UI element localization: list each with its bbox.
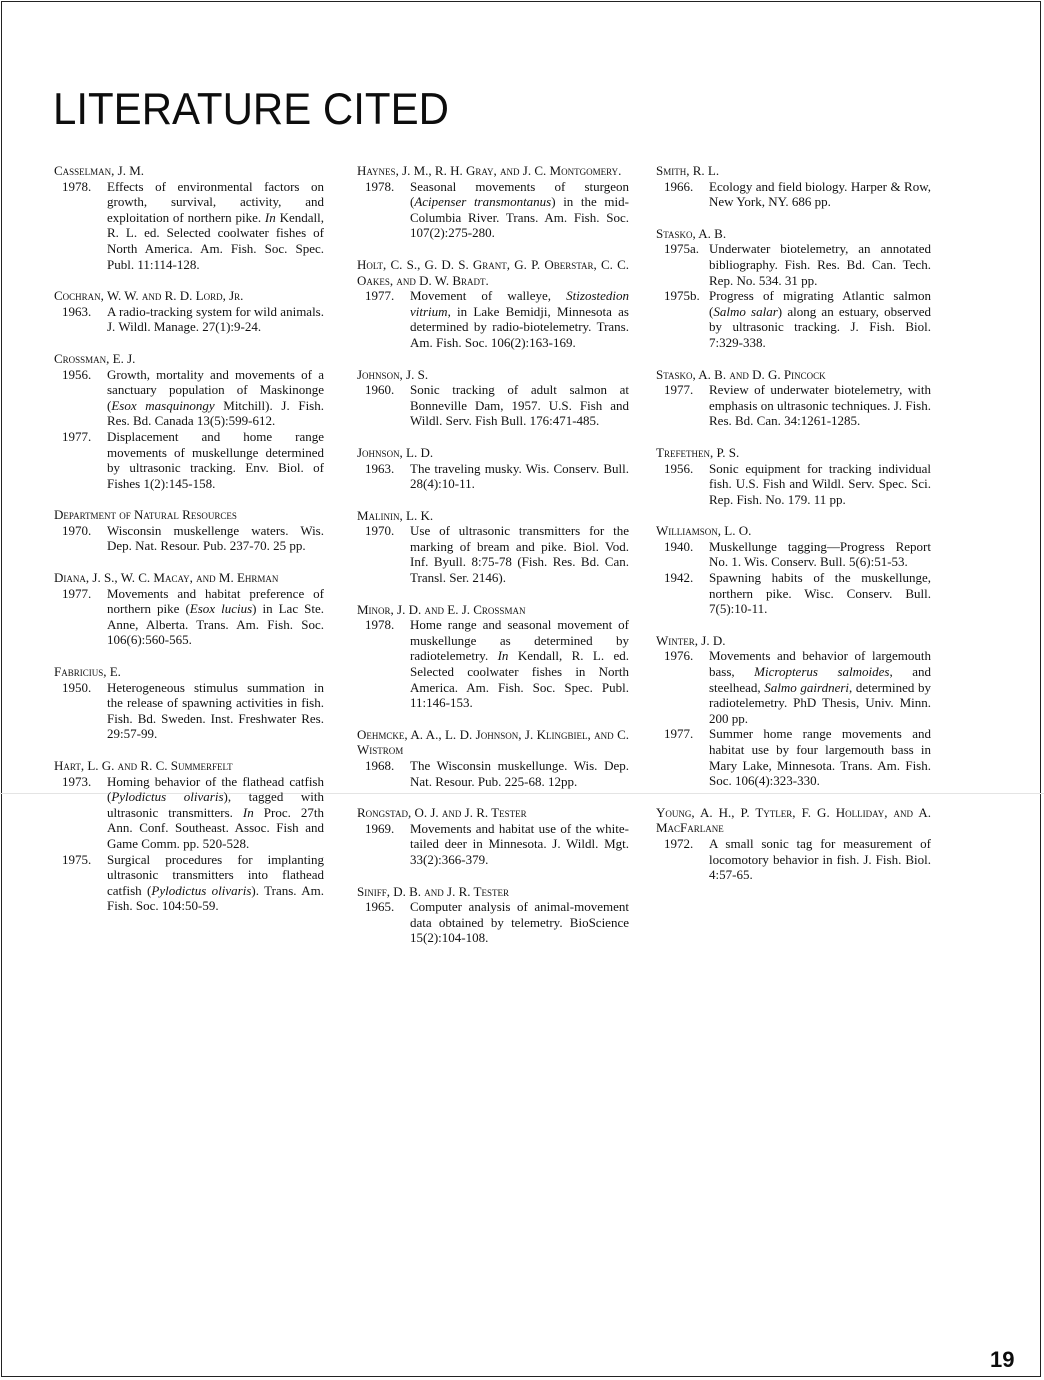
reference-author: Smith, R. L. <box>656 163 720 178</box>
reference-citation <box>656 382 931 429</box>
reference-column-2 <box>357 163 629 962</box>
reference-entry <box>54 351 324 491</box>
citation-year: 1978. <box>62 178 92 194</box>
reference-entry <box>357 508 629 586</box>
citation-text: Computer analysis of animal-movement data obtained by telemetry. BioScience 15(2):104-108. <box>410 899 629 946</box>
citation-year: 1966. <box>664 178 694 194</box>
reference-citation <box>656 179 931 210</box>
citation-year: 1973. <box>62 773 92 789</box>
reference-citation <box>357 523 629 585</box>
reference-entry <box>54 163 324 272</box>
citation-text: Ecology and field biology. Harper & Row, New York, NY. 686 pp. <box>709 178 931 210</box>
citation-year: 1950. <box>62 679 92 695</box>
reference-citation <box>656 570 931 617</box>
citation-text: Review of underwater biotelemetry, with emphasis on ultrasonic techniques. J. Fish. Res. Bd. Can. 34:1261-1285. <box>709 382 931 429</box>
citation-text: Summer home range movements and habitat use by four largemouth bass in Mary Lake, Minnesota. Trans. Am. Fish. Soc. 106(4):323-330. <box>709 726 931 789</box>
reference-entry <box>357 367 629 429</box>
citation-text: Movements and behavior of largemouth bass, Micropterus salmoides, and steelhead, Salmo gairdneri, determined by radiotelemetry. PhD Thesis, Univ. Minn. 200 pp. <box>709 648 931 726</box>
reference-entry <box>357 602 629 711</box>
citation-text: Home range and seasonal movement of muskellunge as determined by radiotelemetry. In Kendall, R. L. ed. Selected coolwater fishes in North America. Am. Fish. Soc. Spec. Publ. 11:146-153. <box>410 617 629 711</box>
reference-author: Minor, J. D. and E. J. Crossman <box>357 601 526 617</box>
citation-text: Movements and habitat preference of northern pike (Esox lucius) in Lac Ste. Anne, Alberta. Trans. Am. Fish. Soc. 106(6):560-565. <box>107 585 324 648</box>
reference-citation <box>54 680 324 742</box>
reference-author: Cochran, W. W. and R. D. Lord, Jr. <box>54 288 244 304</box>
citation-year: 1977. <box>664 726 694 742</box>
citation-text: A small sonic tag for measurement of locomotory behavior in fish. J. Fish. Biol. 4:57-65. <box>709 835 931 883</box>
reference-citation <box>357 899 629 946</box>
citation-text: Heterogeneous stimulus summation in the release of spawning activities in fish. Fish. Bd. Sweden. Inst. Freshwater Res. 29:57-99. <box>107 679 324 742</box>
citation-year: 1975a. <box>664 241 700 257</box>
citation-year: 1956. <box>62 366 92 382</box>
reference-citation <box>656 648 931 726</box>
reference-citation <box>54 852 324 914</box>
citation-year: 1968. <box>365 758 395 773</box>
citation-year: 1977. <box>62 428 92 444</box>
citation-year: 1940. <box>664 538 694 554</box>
citation-year: 1970. <box>365 523 395 539</box>
citation-text: Use of ultrasonic transmitters for the marking of bream and pike. Biol. Vod. Inf. Byull. 8:75-78 (Fish. Res. Bd. Can. Transl. Ser. 2146). <box>410 523 629 586</box>
citation-year: 1977. <box>62 585 92 601</box>
reference-author: Crossman, E. J. <box>54 350 136 366</box>
reference-citation <box>656 539 931 570</box>
reference-citation <box>54 179 324 273</box>
citation-year: 1977. <box>365 288 395 304</box>
reference-citation <box>656 288 931 350</box>
reference-entry <box>54 570 324 648</box>
reference-citation <box>54 774 324 852</box>
reference-entry <box>357 445 629 492</box>
citation-text: Movements and habitat use of the white-tailed deer in Minnesota. J. Wildl. Mgt. 33(2):366-379. <box>410 820 629 867</box>
citation-year: 1963. <box>365 460 395 476</box>
citation-text: Sonic equipment for tracking individual fish. U.S. Fish and Wildl. Serv. Spec. Sci. Rep. Fish. No. 179. 11 pp. <box>709 460 931 507</box>
reference-entry <box>656 367 931 429</box>
reference-author: Casselman, J. M. <box>54 163 145 178</box>
citation-text: Underwater biotelemetry, an annotated bibliography. Fish. Res. Bd. Can. Tech. Rep. No. 534. 31 pp. <box>709 241 931 288</box>
reference-citation <box>357 617 629 711</box>
reference-entry <box>54 288 324 335</box>
citation-text: Movement of walleye, Stizostedion vitrium, in Lake Bemidji, Minnesota as determined by radio-biotelemetry. Trans. Am. Fish. Soc. 106(2):163-169. <box>410 288 629 350</box>
reference-entry <box>656 163 931 210</box>
reference-author: Diana, J. S., W. C. Macay, and M. Ehrman <box>54 570 279 586</box>
page-title: LITERATURE CITED <box>53 84 449 134</box>
reference-citation <box>357 758 629 789</box>
reference-entry <box>656 445 931 507</box>
reference-author: Hart, L. G. and R. C. Summerfelt <box>54 758 233 773</box>
reference-citation <box>656 241 931 288</box>
reference-entry <box>656 805 931 883</box>
citation-year: 1978. <box>365 617 395 633</box>
reference-entry <box>54 664 324 742</box>
reference-author: Stasko, A. B. and D. G. Pincock <box>656 366 826 382</box>
citation-text: Seasonal movements of sturgeon (Acipenser transmontanus) in the mid-Columbia River. Trans. Am. Fish. Soc. 107(2):275-280. <box>410 178 629 241</box>
reference-citation <box>357 382 629 429</box>
reference-author: Johnson, L. D. <box>357 444 434 460</box>
citation-year: 1965. <box>365 899 395 915</box>
reference-author: Trefethen, P. S. <box>656 444 740 460</box>
reference-author: Williamson, L. O. <box>656 523 752 539</box>
reference-author: Johnson, J. S. <box>357 366 429 382</box>
reference-entry <box>656 226 931 351</box>
citation-year: 1975. <box>62 851 92 867</box>
reference-author: Malinin, L. K. <box>357 507 434 523</box>
citation-year: 1977. <box>664 382 694 398</box>
reference-column-1 <box>54 163 324 930</box>
citation-text: Surgical procedures for implanting ultrasonic transmitters into flathead catfish (Pylodictus olivaris). Trans. Am. Fish. Soc. 104:50-59. <box>107 851 324 914</box>
reference-author: Winter, J. D. <box>656 632 726 648</box>
reference-citation <box>357 179 629 241</box>
reference-citation <box>54 304 324 335</box>
reference-citation <box>54 586 324 648</box>
reference-author: Department of Natural Resources <box>54 507 237 523</box>
citation-text: The traveling musky. Wis. Conserv. Bull. 28(4):10-11. <box>410 460 629 492</box>
citation-text: The Wisconsin muskellunge. Wis. Dep. Nat. Resour. Pub. 225-68. 12pp. <box>410 758 629 789</box>
citation-text: Growth, mortality and movements of a sanctuary population of Maskinonge (Esox masquinongy Mitchill). J. Fish. Res. Bd. Canada 13(5):599-612. <box>107 366 324 429</box>
citation-text: A radio-tracking system for wild animals. J. Wildl. Manage. 27(1):9-24. <box>107 303 324 335</box>
reference-citation <box>656 461 931 508</box>
reference-entry <box>656 633 931 789</box>
reference-citation <box>656 836 931 883</box>
reference-author: Stasko, A. B. <box>656 225 727 241</box>
citation-text: Progress of migrating Atlantic salmon (Salmo salar) along an estuary, observed by ultrasonic tracking. J. Fish. Biol. 7:329-338. <box>709 288 932 350</box>
reference-entry <box>54 507 324 554</box>
reference-author: Fabricius, E. <box>54 664 121 680</box>
reference-citation <box>357 288 629 350</box>
reference-author: Haynes, J. M., R. H. Gray, and J. C. Montgomery. <box>357 163 622 178</box>
reference-entry <box>357 163 629 241</box>
citation-year: 1960. <box>365 382 395 398</box>
reference-citation <box>656 726 931 788</box>
reference-entry <box>357 257 629 351</box>
reference-entry <box>357 884 629 946</box>
citation-text: Sonic tracking of adult salmon at Bonneville Dam, 1957. U.S. Fish and Wildl. Serv. Fish Bull. 176:471-485. <box>410 382 629 429</box>
citation-text: Muskellunge tagging—Progress Report No. 1. Wis. Conserv. Bull. 5(6):51-53. <box>709 538 931 570</box>
reference-author: Siniff, D. B. and J. R. Tester <box>357 883 509 899</box>
citation-year: 1978. <box>365 178 395 194</box>
page-number: 19 <box>990 1347 1015 1372</box>
reference-citation <box>357 821 629 868</box>
citation-year: 1942. <box>664 570 694 586</box>
reference-author: Holt, C. S., G. D. S. Grant, G. P. Oberstar, C. C. Oakes, and D. W. Bradt. <box>357 256 629 288</box>
citation-text: Effects of environmental factors on growth, survival, activity, and exploitation of northern pike. In Kendall, R. L. ed. Selected coolwater fishes of North America. Am. Fish. Soc. Spec. Publ. 11:114-128. <box>107 178 324 272</box>
citation-text: Homing behavior of the flathead catfish (Pylodictus olivaris), tagged with ultrasonic transmitters. In Proc. 27th Ann. Conf. Southeast. Assoc. Fish and Game Comm. pp. 520-528. <box>107 773 324 851</box>
citation-year: 1975b. <box>664 288 700 304</box>
reference-author: Oehmcke, A. A., L. D. Johnson, J. Klingbiel, and C. Wistrom <box>357 726 629 758</box>
citation-text: Spawning habits of the muskellunge, northern pike. Wisc. Conserv. Bull. 7(5):10-11. <box>709 570 931 617</box>
reference-citation <box>54 367 324 429</box>
reference-citation <box>357 461 629 492</box>
reference-author: Young, A. H., P. Tytler, F. G. Holliday, and A. MacFarlane <box>656 804 931 836</box>
citation-year: 1963. <box>62 303 92 319</box>
reference-entry <box>54 758 324 914</box>
citation-text: Wisconsin muskellenge waters. Wis. Dep. Nat. Resour. Pub. 237-70. 25 pp. <box>107 522 324 554</box>
citation-year: 1972. <box>664 835 694 851</box>
reference-entry <box>656 523 931 617</box>
citation-year: 1970. <box>62 522 92 538</box>
reference-column-3 <box>656 163 931 899</box>
citation-text: Displacement and home range movements of muskellunge determined by ultrasonic tracking. Env. Biol. of Fishes 1(2):145-158. <box>107 428 324 491</box>
reference-entry <box>357 805 629 867</box>
citation-year: 1956. <box>664 460 694 476</box>
citation-year: 1976. <box>664 648 694 664</box>
reference-citation <box>54 523 324 554</box>
citation-year: 1969. <box>365 820 395 836</box>
reference-author: Rongstad, O. J. and J. R. Tester <box>357 805 527 821</box>
reference-entry <box>357 727 629 789</box>
reference-citation <box>54 429 324 491</box>
